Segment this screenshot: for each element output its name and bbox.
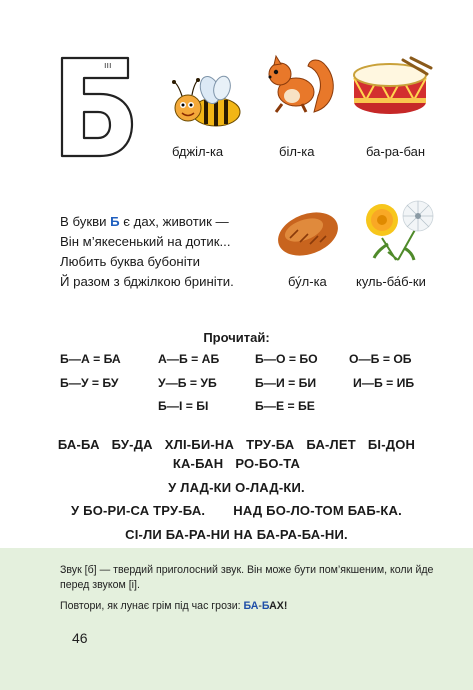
syllables-line-2: КА-БАН РО-БО-ТА [172, 456, 301, 471]
combo-by: Б—И = БИ [255, 376, 317, 390]
caption-dandelions: куль-ба́б-ки [356, 274, 426, 289]
caption-drum: ба-ра-бан [366, 144, 426, 159]
syllables-line-3: У ЛАД-КИ О-ЛАД-КИ. [168, 480, 305, 495]
syllables-line-5: СІ-ЛИ БА-РА-НИ НА БА-РА-БА-НИ. [125, 527, 348, 542]
bread-roll-icon [274, 208, 342, 258]
combo-bu: Б—У = БУ [60, 376, 119, 390]
caption-bee: бджіл-ка [172, 144, 224, 159]
squirrel-icon [262, 52, 338, 118]
combo-bo: Б—О = БО [255, 352, 318, 366]
combo-be: Б—Е = БЕ [255, 399, 315, 413]
note-instruction: Повтори, як лунає грім під час грози: БА-БАХ! [60, 600, 288, 612]
read-title: Прочитай: [203, 330, 270, 345]
combo-ub: У—Б = УБ [158, 376, 217, 390]
syllables-line-4: У БО-РИ-СА ТРУ-БА. НАД БО-ЛО-ТОМ БАБ-КА. [71, 503, 402, 518]
poem [60, 212, 280, 292]
combo-ba: Б—А = БА [60, 352, 121, 366]
combo-ob: О—Б = ОБ [349, 352, 412, 366]
caption-bread: бу́л-ка [288, 274, 327, 289]
letter-dots: ııı [104, 60, 112, 70]
poem-line-1: В букви Б є дах, животик — [60, 214, 229, 229]
drum-icon [347, 56, 433, 120]
dandelion-icon [358, 198, 444, 262]
page-number: 46 [72, 630, 88, 646]
note-text: Звук [б] — твердий приголосний звук. Він може бути пом’якшеним, коли йде перед звуком [і]. [60, 564, 434, 591]
poem-line-2: Він м’якесенький на дотик... [60, 234, 231, 249]
syllables-line-1: БА-БА БУ-ДА ХЛІ-БИ-НА ТРУ-БА БА-ЛЕТ БІ-ДОН [57, 437, 416, 452]
poem-line-3: Любить буква бубоніти [60, 254, 201, 269]
combo-yb: И—Б = ИБ [353, 376, 415, 390]
bee-icon [168, 74, 246, 136]
combo-ab: А—Б = АБ [158, 352, 220, 366]
poem-line-4: Й разом з бджілкою бриніти. [60, 274, 234, 289]
caption-squirrel: біл-ка [279, 144, 315, 159]
big-letter-b [58, 54, 136, 160]
combo-bi: Б—І = БІ [158, 399, 209, 413]
